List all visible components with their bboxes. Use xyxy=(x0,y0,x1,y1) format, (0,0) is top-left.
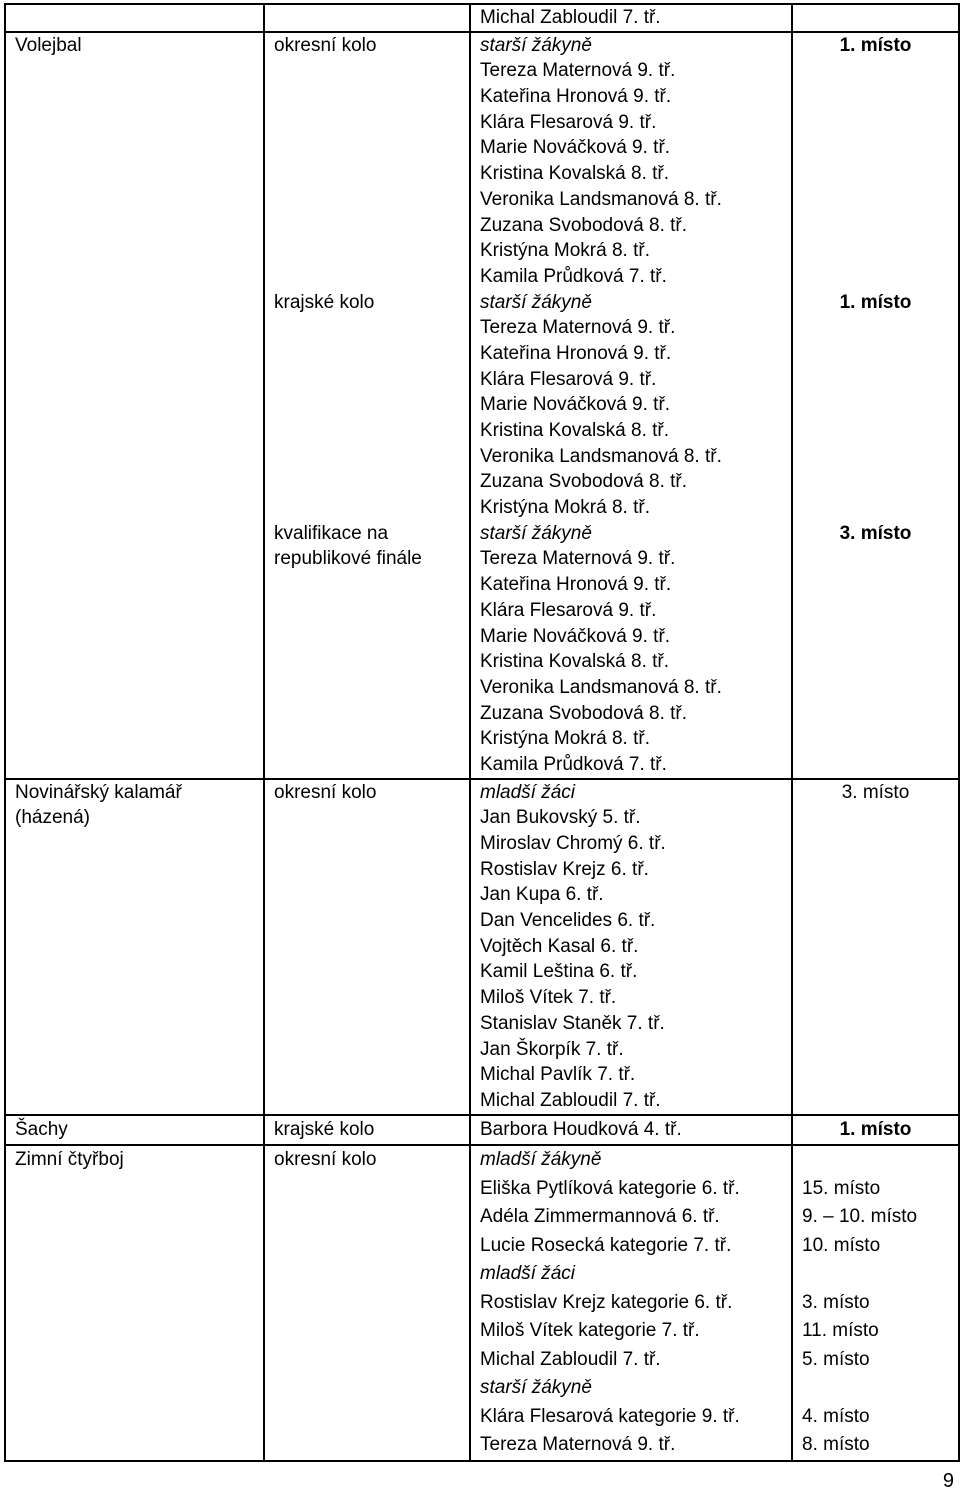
members-cell xyxy=(470,1145,792,1461)
table-row xyxy=(5,1115,959,1146)
category-label: mladší žáci xyxy=(480,781,576,803)
member-name: Kristina Kovalská 8. tř. xyxy=(480,163,670,185)
table-row xyxy=(5,1145,959,1461)
member-name: Kamila Průdková 7. tř. xyxy=(480,265,667,287)
placement: 5. místo xyxy=(802,1348,870,1370)
category-label: starší žákyně xyxy=(480,522,592,544)
sport-name: Novinářský kalamář xyxy=(15,781,182,803)
table-row xyxy=(5,779,959,1115)
table-row xyxy=(5,4,959,32)
placement: 15. místo xyxy=(802,1177,881,1199)
member-name: Jan Bukovský 5. tř. xyxy=(480,807,641,829)
table-row xyxy=(5,32,959,290)
competition-level: okresní kolo xyxy=(274,781,377,803)
member-name: Tereza Maternová 9. tř. xyxy=(480,548,676,570)
placement: 3. místo xyxy=(839,522,912,544)
competition-level: krajské kolo xyxy=(274,1118,375,1140)
member-name: Rostislav Krejz kategorie 6. tř. xyxy=(480,1291,733,1313)
placement: 1. místo xyxy=(839,291,912,313)
placement: 3. místo xyxy=(802,1291,870,1313)
members-cell xyxy=(470,290,792,521)
results-table xyxy=(4,3,960,1462)
placement: 10. místo xyxy=(802,1234,881,1256)
member-name: Kamila Průdková 7. tř. xyxy=(480,753,667,775)
member-name: Veronika Landsmanová 8. tř. xyxy=(480,445,722,467)
member-name: Michal Zabloudil 7. tř. xyxy=(480,1348,661,1370)
member-name: Eliška Pytlíková kategorie 6. tř. xyxy=(480,1177,740,1199)
page-number: 9 xyxy=(942,1470,954,1492)
member-name: Marie Nováčková 9. tř. xyxy=(480,137,671,159)
placement xyxy=(802,1260,958,1289)
competition-level: krajské kolo xyxy=(274,291,375,313)
member-name: Kristina Kovalská 8. tř. xyxy=(480,420,670,441)
table-row xyxy=(5,290,959,521)
member-name: Klára Flesarová 9. tř. xyxy=(480,368,657,390)
member-name: Miroslav Chromý 6. tř. xyxy=(480,833,666,854)
member-name: Michal Pavlík 7. tř. xyxy=(480,1064,636,1086)
table-row xyxy=(5,521,959,779)
placement xyxy=(802,1146,958,1175)
category-label: starší žákyně xyxy=(480,291,592,313)
member-name: Barbora Houdková 4. tř. xyxy=(480,1118,682,1140)
competition-level: okresní kolo xyxy=(274,34,377,56)
member-name: Kristina Kovalská 8. tř. xyxy=(480,651,670,673)
placement: 1. místo xyxy=(839,1118,912,1140)
members-cell xyxy=(470,521,792,779)
members-cell xyxy=(470,4,792,32)
category-label: starší žákyně xyxy=(480,1377,592,1399)
placement: 8. místo xyxy=(802,1434,870,1456)
member-name: Lucie Rosecká kategorie 7. tř. xyxy=(480,1234,732,1256)
member-name: Adéla Zimmermannová 6. tř. xyxy=(480,1206,720,1228)
member-name: Zuzana Svobodová 8. tř. xyxy=(480,471,688,493)
placement: 11. místo xyxy=(802,1320,879,1342)
member-name: Miloš Vítek 7. tř. xyxy=(480,987,617,1009)
member-name: Zuzana Svobodová 8. tř. xyxy=(480,702,688,724)
sport-name: Zimní čtyřboj xyxy=(15,1149,124,1171)
member-name: Dan Vencelides 6. tř. xyxy=(480,910,656,932)
member-name: Rostislav Krejz 6. tř. xyxy=(480,858,649,880)
member-name: Zuzana Svobodová 8. tř. xyxy=(480,214,688,236)
member-name: Vojtěch Kasal 6. tř. xyxy=(480,935,639,957)
member-name: Miloš Vítek kategorie 7. tř. xyxy=(480,1320,700,1342)
member-name: Kristýna Mokrá 8. tř. xyxy=(480,497,650,519)
member-name: Veronika Landsmanová 8. tř. xyxy=(480,676,722,698)
competition-level: okresní kolo xyxy=(274,1149,377,1171)
member-name: Tereza Maternová 9. tř. xyxy=(480,317,676,339)
member-name: Marie Nováčková 9. tř. xyxy=(480,394,671,416)
member-name: Michal Zabloudil 7. tř. xyxy=(480,7,661,28)
category-label: starší žákyně xyxy=(480,34,592,56)
placement: 4. místo xyxy=(802,1405,870,1427)
member-name: Klára Flesarová 9. tř. xyxy=(480,599,657,621)
member-name: Kateřina Hronová 9. tř. xyxy=(480,86,672,108)
member-name: Kristýna Mokrá 8. tř. xyxy=(480,728,650,750)
member-name: Marie Nováčková 9. tř. xyxy=(480,625,671,647)
member-name: Jan Kupa 6. tř. xyxy=(480,884,604,906)
sport-name: Volejbal xyxy=(15,34,82,56)
competition-level: kvalifikace na xyxy=(274,522,389,544)
member-name: Kamil Leština 6. tř. xyxy=(480,961,638,983)
member-name: Kateřina Hronová 9. tř. xyxy=(480,574,672,596)
placement: 1. místo xyxy=(839,34,912,56)
placement xyxy=(802,1374,958,1403)
member-name: Tereza Maternová 9. tř. xyxy=(480,1434,676,1456)
member-name: Kateřina Hronová 9. tř. xyxy=(480,342,672,364)
member-name: Tereza Maternová 9. tř. xyxy=(480,60,676,82)
member-name: Kristýna Mokrá 8. tř. xyxy=(480,240,650,262)
members-cell xyxy=(470,32,792,290)
category-label: mladší žákyně xyxy=(480,1149,602,1171)
member-name: Klára Flesarová kategorie 9. tř. xyxy=(480,1405,740,1427)
member-name: Klára Flesarová 9. tř. xyxy=(480,111,657,133)
placement: 3. místo xyxy=(841,781,910,803)
sport-name: Šachy xyxy=(15,1118,68,1140)
competition-level: republikové finále xyxy=(274,548,422,570)
members-cell xyxy=(470,779,792,1115)
sport-name: (házená) xyxy=(15,807,90,829)
member-name: Jan Škorpík 7. tř. xyxy=(480,1038,624,1060)
member-name: Stanislav Staněk 7. tř. xyxy=(480,1012,665,1034)
category-label: mladší žáci xyxy=(480,1263,576,1285)
placement: 9. – 10. místo xyxy=(802,1206,918,1228)
member-name: Michal Zabloudil 7. tř. xyxy=(480,1089,661,1111)
placements-cell xyxy=(792,1145,959,1461)
member-name: Veronika Landsmanová 8. tř. xyxy=(480,188,722,210)
